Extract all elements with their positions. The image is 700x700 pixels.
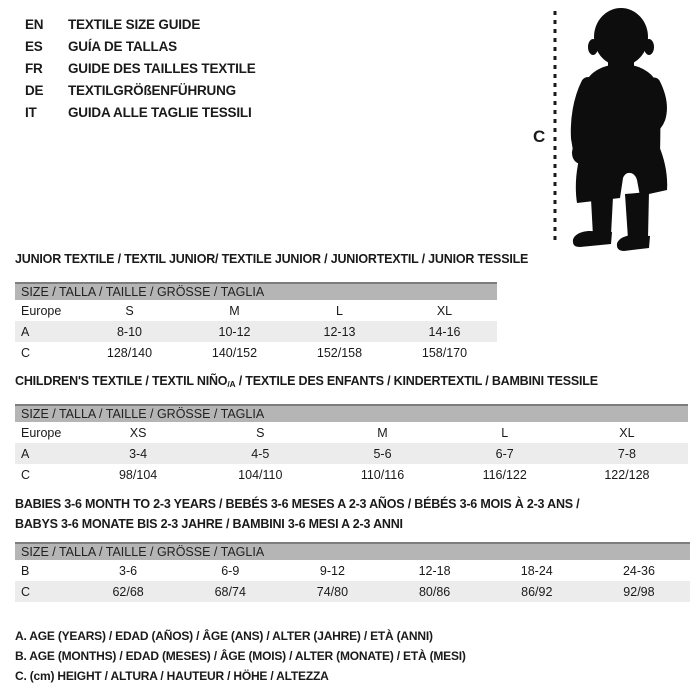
- size-cell: 122/128: [604, 467, 650, 482]
- row-label: C: [21, 345, 31, 360]
- size-cell: 116/122: [482, 467, 527, 482]
- row-label: A: [21, 324, 30, 339]
- language-row-it: [25, 102, 256, 124]
- size-cell: M: [377, 425, 388, 440]
- babies-table-title: [15, 494, 579, 534]
- toddler-silhouette-icon: [572, 8, 667, 251]
- babies-table: [15, 542, 690, 602]
- footnote-b: B. AGE (MONTHS) / EDAD (MESES) / ÂGE (MOIS) / ALTER (MONATE) / ETÀ (MESI): [15, 649, 466, 663]
- language-code: IT: [25, 105, 37, 120]
- language-title: TEXTILE SIZE GUIDE: [68, 17, 201, 32]
- babies-title-line1: BABIES 3-6 MONTH TO 2-3 YEARS / BEBÉS 3-6 MESES A 2-3 AÑOS / BÉBÉS 3-6 MOIS À 2-3 ANS /: [15, 497, 580, 511]
- language-row-es: [25, 36, 256, 58]
- size-cell: 80/86: [418, 584, 451, 599]
- table-row-height: [15, 342, 497, 363]
- language-title: GUÍA DE TALLAS: [68, 39, 177, 54]
- row-label: Europe: [21, 425, 62, 440]
- size-cell: 7-8: [617, 446, 636, 461]
- row-label: Europe: [21, 303, 62, 318]
- size-cell: 92/98: [623, 584, 655, 599]
- junior-table: [15, 282, 497, 363]
- size-cell: M: [229, 303, 240, 318]
- footnote-a: A. AGE (YEARS) / EDAD (AÑOS) / ÂGE (ANS) / ALTER (JAHRE) / ETÀ (ANNI): [15, 629, 433, 643]
- children-title-text: CHILDREN'S TEXTILE / TEXTIL NIÑO: [15, 374, 228, 388]
- size-cell: L: [336, 303, 343, 318]
- table-row-age-months: [15, 560, 690, 581]
- size-cell: S: [125, 303, 134, 318]
- size-cell: 12-13: [323, 324, 356, 339]
- table-row-age-years: [15, 321, 497, 342]
- table-row-height: [15, 581, 690, 602]
- size-cell: L: [501, 425, 509, 440]
- size-cell: 12-18: [418, 563, 451, 578]
- size-cell: S: [256, 425, 265, 440]
- language-code: FR: [25, 61, 43, 76]
- size-cell: 9-12: [319, 563, 345, 578]
- size-cell: 128/140: [106, 345, 153, 360]
- size-cell: 74/80: [316, 584, 349, 599]
- babies-title-line2: BABYS 3-6 MONATE BIS 2-3 JAHRE / BAMBINI 3-6 MESI A 2-3 ANNI: [15, 517, 403, 531]
- size-cell: XL: [436, 303, 453, 318]
- row-label: A: [21, 446, 30, 461]
- size-cell: 5-6: [373, 446, 392, 461]
- size-cell: 6-9: [221, 563, 240, 578]
- junior-table-title: JUNIOR TEXTILE / TEXTIL JUNIOR/ TEXTILE JUNIOR / JUNIORTEXTIL / JUNIOR TESSILE: [15, 252, 529, 266]
- size-cell: 158/170: [421, 345, 468, 360]
- language-row-fr: [25, 58, 256, 80]
- size-header-band: SIZE / TALLA / TAILLE / GRÖSSE / TAGLIA: [15, 542, 690, 560]
- language-code: ES: [25, 39, 43, 54]
- children-title-text: / TEXTILE DES ENFANTS / KINDERTEXTIL / BAMBINI TESSILE: [235, 374, 598, 388]
- size-cell: 86/92: [521, 584, 553, 599]
- language-code: DE: [25, 83, 44, 98]
- size-cell: 62/68: [112, 584, 144, 599]
- size-cell: 10-12: [218, 324, 251, 339]
- size-cell: 110/116: [360, 467, 405, 482]
- language-row-de: [25, 80, 256, 102]
- size-cell: 6-7: [495, 446, 514, 461]
- size-cell: XS: [129, 425, 147, 440]
- measure-label-c: C: [533, 127, 546, 146]
- size-cell: XL: [619, 425, 635, 440]
- language-list: [25, 14, 256, 124]
- table-row-height: [15, 464, 688, 485]
- table-row-europe: [15, 300, 497, 321]
- footnotes: [15, 626, 466, 686]
- toddler-silhouette-figure: [520, 4, 670, 254]
- row-label: C: [21, 467, 31, 482]
- row-label: B: [21, 563, 30, 578]
- language-title: TEXTILGRÖßENFÜHRUNG: [68, 83, 236, 98]
- size-header-band: SIZE / TALLA / TAILLE / GRÖSSE / TAGLIA: [15, 404, 688, 422]
- table-row-europe: [15, 422, 688, 443]
- size-cell: 104/110: [238, 467, 283, 482]
- children-table: [15, 404, 688, 485]
- size-cell: 98/104: [118, 467, 158, 482]
- language-title: GUIDA ALLE TAGLIE TESSILI: [68, 105, 252, 120]
- table-row-age-years: [15, 443, 688, 464]
- size-cell: 8-10: [116, 324, 143, 339]
- size-cell: 3-6: [119, 563, 138, 578]
- size-cell: 4-5: [251, 446, 270, 461]
- size-cell: 140/152: [211, 345, 258, 360]
- size-header-band: SIZE / TALLA / TAILLE / GRÖSSE / TAGLIA: [15, 282, 497, 300]
- children-title-subscript: /A: [227, 379, 236, 389]
- size-cell: 18-24: [520, 563, 553, 578]
- children-table-title: [15, 374, 598, 389]
- size-cell: 152/158: [316, 345, 363, 360]
- size-cell: 68/74: [214, 584, 246, 599]
- language-code: EN: [25, 17, 44, 32]
- footnote-c: C. (cm) HEIGHT / ALTURA / HAUTEUR / HÖHE / ALTEZZA: [15, 669, 329, 683]
- language-row-en: [25, 14, 256, 36]
- size-cell: 24-36: [622, 563, 655, 578]
- language-title: GUIDE DES TAILLES TEXTILE: [68, 61, 256, 76]
- row-label: C: [21, 584, 31, 599]
- size-cell: 14-16: [428, 324, 461, 339]
- size-cell: 3-4: [129, 446, 148, 461]
